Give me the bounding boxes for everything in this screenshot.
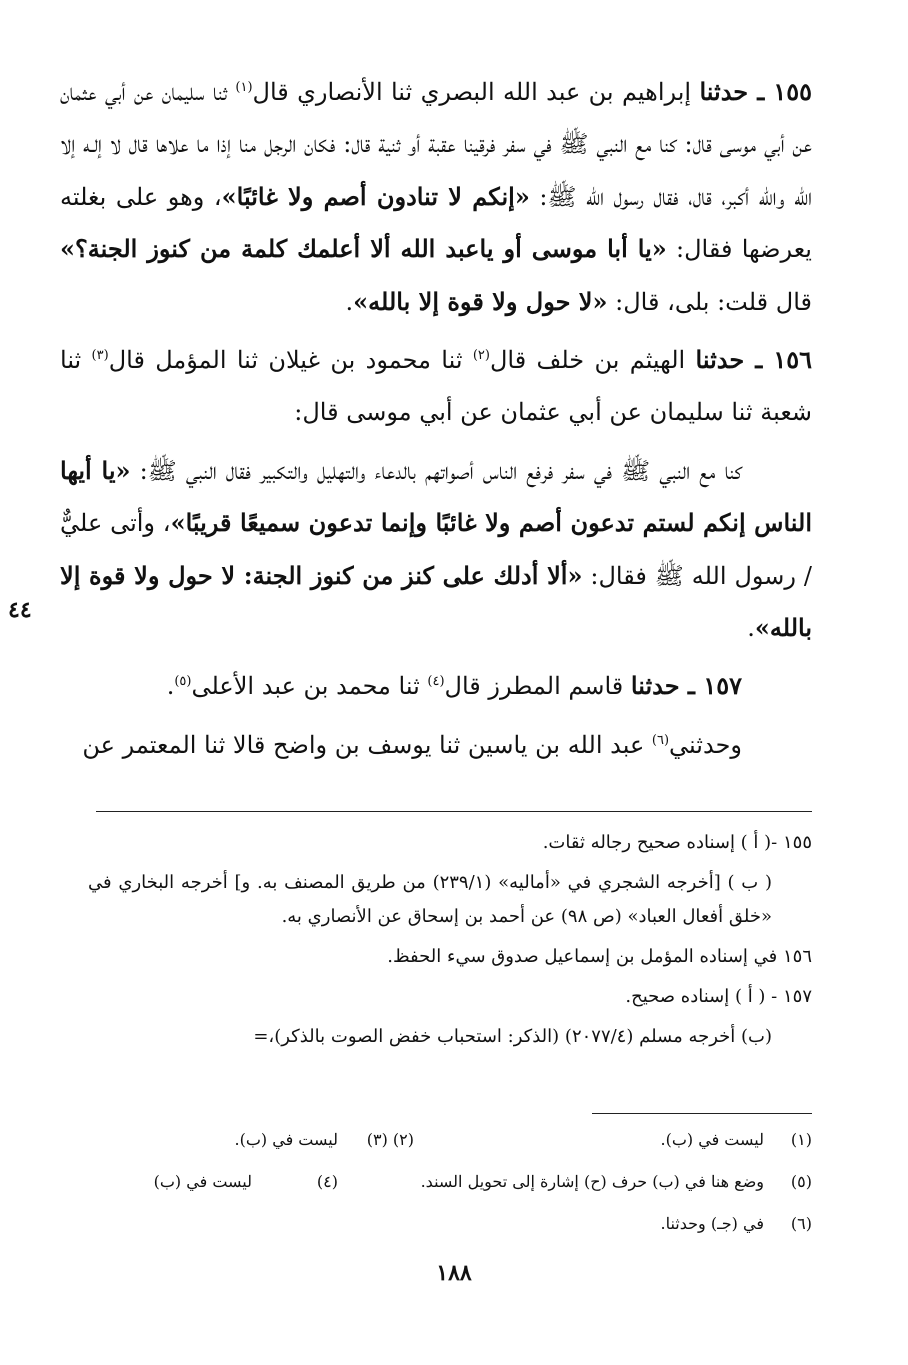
text: الهيثم بن خلف قال: [489, 346, 696, 375]
note-155a: ١٥٥ -( أ ) إسناده صحيح رجاله ثقات.: [542, 832, 812, 853]
separator: ـ: [748, 77, 774, 106]
footnote-number: (٤): [316, 1172, 338, 1191]
hadith-156-body: [60, 445, 812, 655]
text: كنا مع النبي ﷺ في سفر فرفع الناس أصواتهم بالدعاء والتهليل والتكبير فقال النبي ﷺ:: [130, 456, 742, 485]
footnote-text: ليست في (ب).: [660, 1130, 764, 1149]
text: ثنا شعبة ثنا سليمان عن أبي عثمان عن أبي موسى قال:: [60, 346, 812, 427]
footnote-ref: (٣): [91, 348, 109, 364]
quote: «إنكم لا تنادون أصم ولا غائبًا»: [221, 181, 530, 211]
footnote-ref: (٢): [472, 348, 490, 364]
hadith-number: ١٥٧: [703, 671, 742, 701]
footnote-ref: (٤): [427, 674, 445, 690]
text: وحدثني: [669, 730, 742, 759]
separator: ـ: [679, 671, 704, 701]
note-157b: (ب) أخرجه مسلم (٢٠٧٧/٤) (الذكر: استحباب خفض الصوت بالذكر)،=: [253, 1026, 772, 1047]
note-155b: ( ب ) [أخرجه الشجري في «أماليه» (٢٣٩/١) من طريق المصنف به. و] أخرجه البخاري في «خلق أفعال العباد» (ص ٩٨) عن أحمد بن إسحاق عن الأنصاري به.: [88, 872, 773, 927]
commentary-notes: [88, 826, 812, 1054]
footnote-text: وضع هنا في (ب) حرف (ح) إشارة إلى تحويل السند.: [420, 1172, 764, 1191]
hadith-157-body: [60, 719, 812, 771]
quote: «ألا أدلك على كنز من كنوز الجنة: لا حول ولا قوة إلا بالله»: [60, 560, 812, 643]
text: ، وهو على بغلته يعرضها فقال:: [60, 182, 812, 264]
text: ثنا محمود بن غيلان ثنا المؤمل قال: [108, 346, 473, 375]
page: [60, 66, 812, 771]
text: عبد الله بن ياسين ثنا يوسف بن واضح قالا ثنا المعتمر عن: [82, 730, 652, 759]
note-156: ١٥٦ في إسناده المؤمل بن إسماعيل صدوق سيء الحفظ.: [387, 946, 812, 967]
footnote-ref: (١): [235, 80, 253, 95]
hadith-157: [60, 660, 812, 712]
page-number: ١٨٨: [436, 1260, 472, 1286]
hadith-lead: حدثنا: [699, 77, 749, 106]
note-157a: ١٥٧ - ( أ ) إسناده صحيح.: [625, 986, 812, 1007]
text: ، وأتى عليٌّ / رسول الله ﷺ فقال:: [60, 509, 812, 590]
footnote-text: ليست في (ب): [153, 1172, 252, 1191]
footnote-number: (٥): [790, 1172, 812, 1191]
notes-divider: [96, 811, 812, 812]
separator: ـ: [744, 345, 774, 375]
footnote-text: في (جـ) وحدثنا.: [660, 1214, 764, 1233]
hadith-155: [60, 66, 812, 328]
footnote-text: ليست في (ب).: [234, 1130, 338, 1149]
quote: «يا أبا موسى أو ياعبد الله ألا أعلمك كلمة من كنوز الجنة؟»: [60, 234, 667, 264]
footnote-number: (٦): [790, 1214, 812, 1233]
hadith-lead: حدثنا: [630, 671, 680, 701]
footnote-ref: (٦): [651, 732, 670, 748]
footnote-number: (٢) (٣): [366, 1130, 414, 1149]
hadith-number: ١٥٦: [773, 345, 812, 375]
text: قاسم المطرز قال: [444, 672, 631, 701]
hadith-lead: حدثنا: [695, 345, 745, 375]
quote: «يا أيها الناس إنكم لستم تدعون أصم ولا غائبًا وإنما تدعون سميعًا قريبًا»: [60, 455, 812, 538]
hadith-number: ١٥٥: [773, 77, 812, 106]
text: .: [166, 672, 175, 701]
quote: «لا حول ولا قوة إلا بالله»: [353, 286, 608, 316]
text: قال قلت: بلى، قال:: [607, 287, 812, 316]
text: ثنا محمد بن عبد الأعلى: [191, 672, 428, 701]
footnote-row-3: [96, 1214, 812, 1244]
footnote-row-1: [96, 1130, 812, 1160]
text: ثنا سليمان عن أبي عثمان عن أبي موسى قال: كنا مع النبي ﷺ في سفر فرقينا عقبة أو ثنية قال: فكان الرجل منا إذا ما علاها قال لا إلـه إلا الله والله أكبر، قال، فقال رسول الله ﷺ:: [60, 78, 813, 211]
footnote-number: (١): [790, 1130, 812, 1149]
main-text: [60, 66, 812, 771]
footnote-row-2: [96, 1172, 812, 1202]
text: .: [345, 287, 354, 316]
footnote-ref: (٥): [174, 674, 192, 690]
footnotes-divider: [592, 1113, 812, 1114]
hadith-156: [60, 334, 812, 439]
margin-page-marker: ٤٤: [8, 597, 32, 623]
text: .: [747, 614, 755, 643]
text: إبراهيم بن عبد الله البصري ثنا الأنصاري قال: [252, 78, 700, 106]
